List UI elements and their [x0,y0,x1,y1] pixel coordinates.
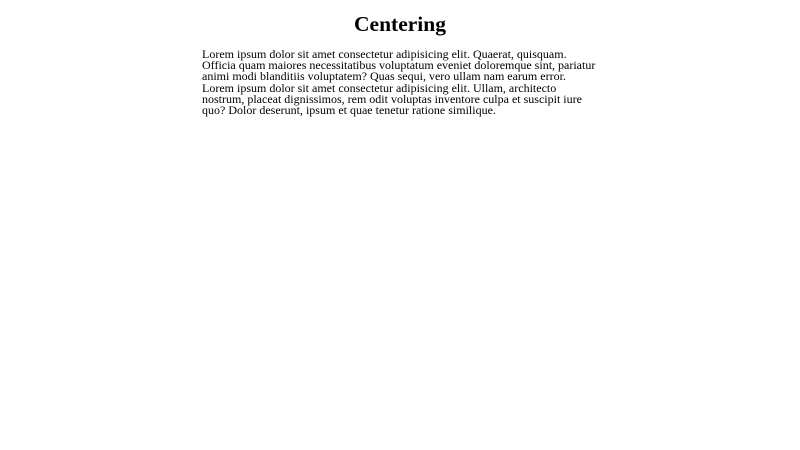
centered-container [200,0,600,116]
page-title: Centering [354,12,446,36]
body-paragraph: Lorem ipsum dolor sit amet consectetur adipisicing elit. Quaerat, quisquam. Officia quam maiores necessitatibus voluptatum eveniet doloremque sint, pariatur animi modi blanditiis voluptatem? Quas sequi, vero ullam nam earum error. Lorem ipsum dolor sit amet consectetur adipisicing elit. Ullam, architecto nostrum, placeat dignissimos, rem odit voluptas inventore culpa et suscipit iure quo? Dolor deserunt, ipsum et quae tenetur ratione similique. [202,47,596,118]
